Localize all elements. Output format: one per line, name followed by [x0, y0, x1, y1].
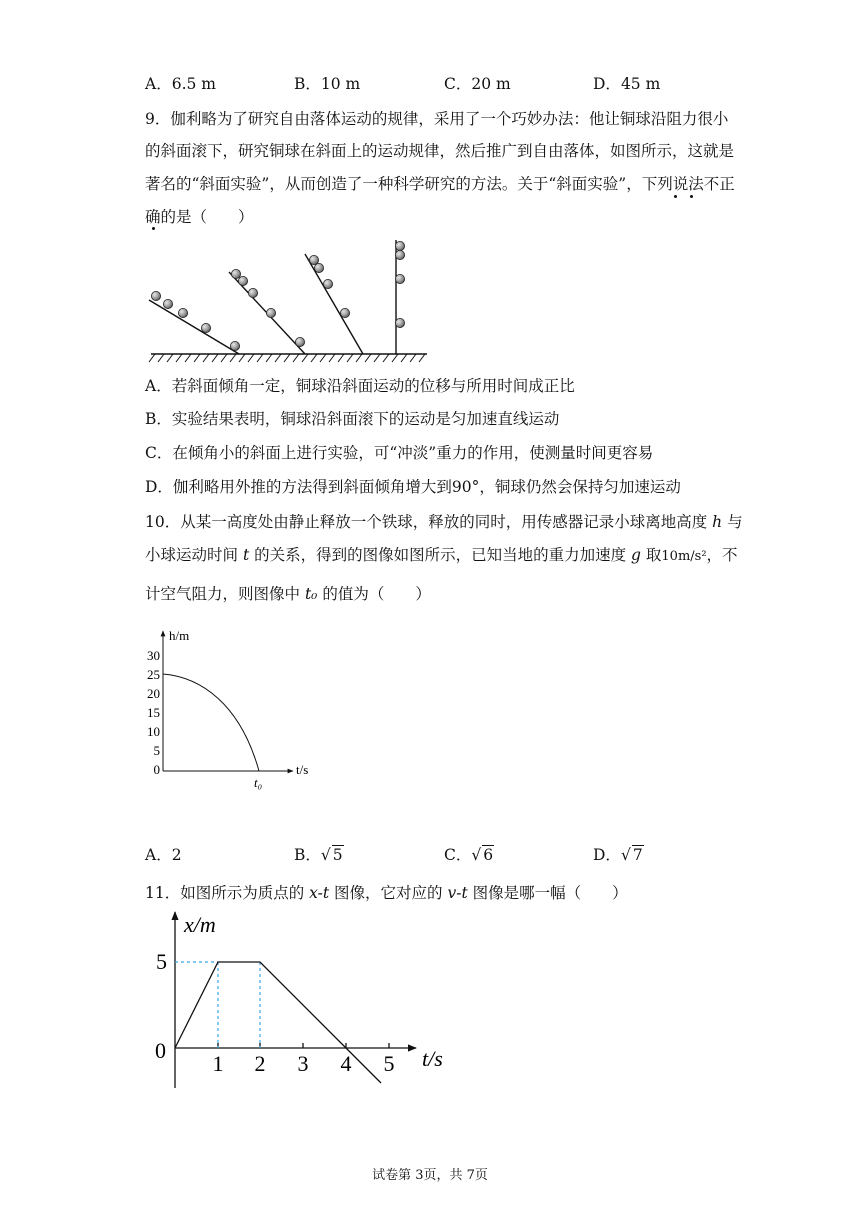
q8-option-c: C．20 m: [444, 75, 511, 93]
x-axis-label: t/s: [296, 762, 309, 777]
q9-option-a: A．若斜面倾角一定，铜球沿斜面运动的位移与所用时间成正比: [145, 377, 575, 395]
q9-line-4: 确的是（ ）: [145, 208, 254, 226]
incline-1: [149, 300, 239, 354]
q8-option-a: A．6.5 m: [145, 75, 216, 93]
q9-option-c: C．在倾角小的斜面上进行实验，可“冲淡”重力的作用，使测量时间更容易: [145, 444, 654, 462]
x-tick-label: 4: [340, 1051, 352, 1076]
y-axis-label: x/m: [184, 912, 216, 937]
page-footer: 试卷第 3页，共 7页: [372, 1168, 488, 1183]
emphasis-dot: [690, 195, 693, 198]
y-tick-label: 20: [147, 686, 160, 701]
q8-option-d: D．45 m: [593, 75, 661, 93]
emphasis-dot: [674, 195, 677, 198]
q8-option-b: B．10 m: [294, 75, 361, 93]
q10-line-3: 计空气阻力，则图像中 t₀ 的值为（ ）: [145, 585, 431, 603]
q10-line-1: 10．从某一高度处由静止释放一个铁球，释放的同时，用传感器记录小球离地高度 h 与: [145, 513, 743, 531]
q9-option-b: B．实验结果表明，铜球沿斜面滚下的运动是匀加速直线运动: [145, 410, 560, 428]
inclined-plane-figure: [145, 236, 435, 366]
q9-line-3: 著名的“斜面实验”，从而创造了一种科学研究的方法。关于“斜面实验”，下列说法不正: [145, 175, 735, 193]
q10-option-b: B．√ 5: [294, 846, 343, 864]
y-tick-label: 25: [147, 667, 160, 682]
y-tick-label: 15: [147, 705, 160, 720]
x-tick-label: 5: [383, 1051, 395, 1076]
t0-label: t₀: [254, 775, 263, 790]
q10-line-2: 小球运动时间 t 的关系，得到的图像如图所示，已知当地的重力加速度 g 取10m/s²，不: [145, 546, 738, 564]
origin-label: 0: [155, 1038, 166, 1063]
ground-hatching: [149, 354, 425, 362]
q11-line: 11．如图所示为质点的 x-t 图像，它对应的 v-t 图像是哪一幅（ ）: [145, 884, 628, 902]
q10-option-c: C．√ 6: [444, 846, 494, 864]
y-tick-label: 30: [147, 648, 160, 663]
copper-balls: [151, 241, 404, 350]
dashed-guides: [175, 962, 260, 1048]
x-tick-label: 2: [254, 1051, 266, 1076]
height-time-graph: [140, 625, 340, 790]
y-tick-label: 5: [153, 743, 160, 758]
x-axis-label: t/s: [422, 1046, 443, 1071]
q9-line-2: 的斜面滚下，研究铜球在斜面上的运动规律，然后推广到自由落体，如图所示，这就是: [145, 142, 735, 160]
h-t-curve: [163, 674, 259, 771]
x-tick-label: 1: [212, 1051, 224, 1076]
position-time-graph: [150, 908, 450, 1093]
y-tick-label: 10: [147, 724, 160, 739]
q9-option-d: D．伽利略用外推的方法得到斜面倾角增大到90°，铜球仍然会保持匀加速运动: [145, 478, 681, 496]
emphasis-dot: [152, 227, 155, 230]
q10-option-a: A．2: [145, 846, 182, 864]
x-tick-label: 3: [297, 1051, 309, 1076]
y-tick-label: 5: [156, 949, 167, 974]
q9-line-1: 9．伽利略为了研究自由落体运动的规律，采用了一个巧妙办法：他让铜球沿阻力很小: [145, 110, 729, 128]
incline-3: [305, 254, 363, 354]
y-axis-label: h/m: [169, 628, 190, 643]
y-tick-label: 0: [153, 762, 160, 777]
q10-option-d: D．√ 7: [593, 846, 643, 864]
